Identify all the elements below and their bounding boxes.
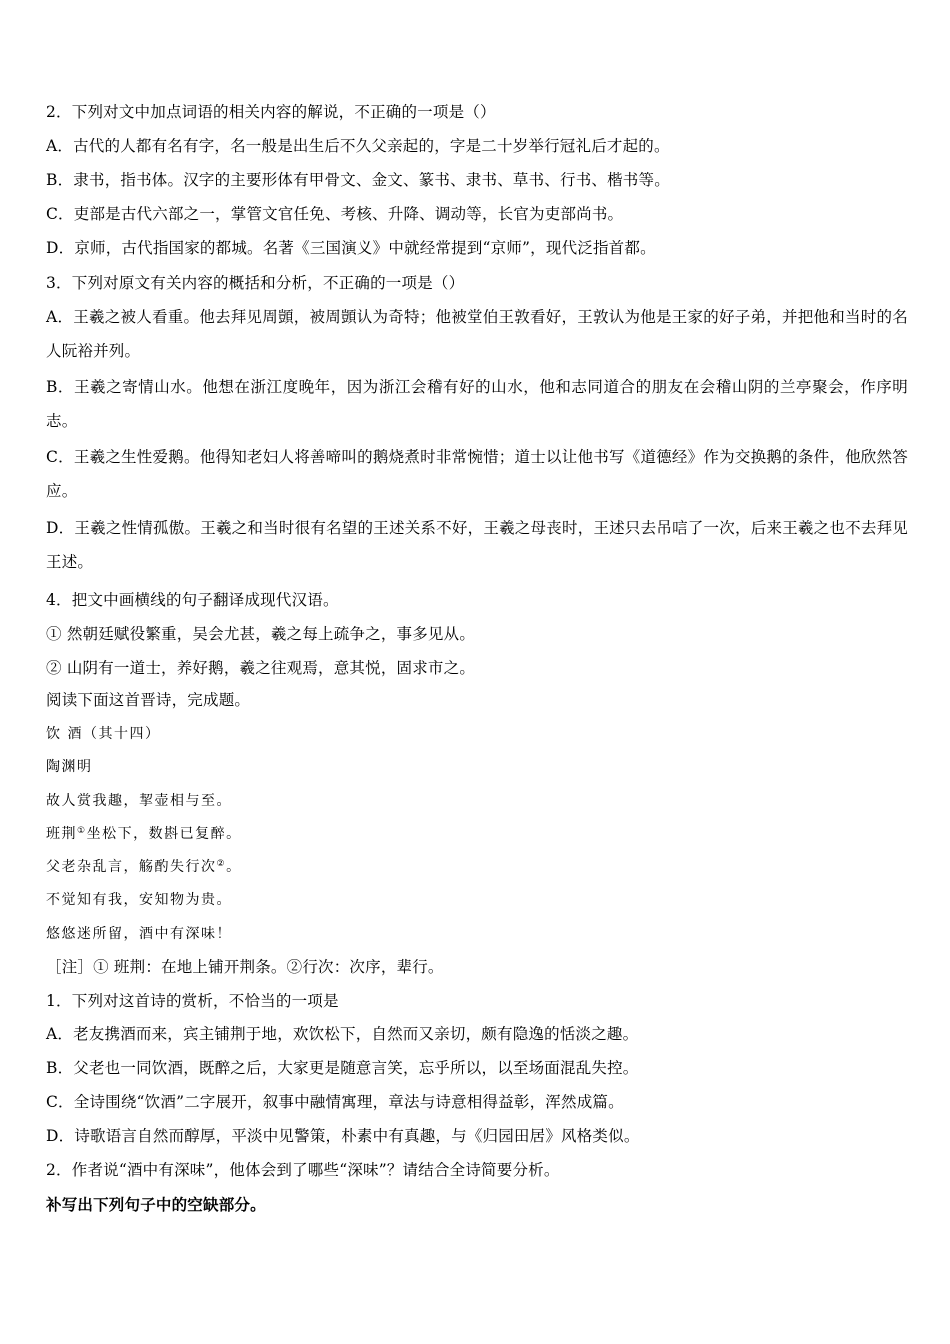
poem-line-3-part-a: 父老杂乱言，觞酌失行次 <box>46 859 217 875</box>
poem-author: 陶渊明 <box>46 759 93 775</box>
q3-option-d: D．王羲之性情孤傲。王羲之和当时很有名望的王述关系不好，王羲之母丧时，王述只去吊唁了一次，后来王羲之也不去拜见王述。 <box>46 519 908 571</box>
poem-line-3 <box>46 857 908 877</box>
q2-option-b: B．隶书，指书体。汉字的主要形体有甲骨文、金文、篆书、隶书、草书、行书、楷书等。 <box>46 171 670 189</box>
reading-intro: 阅读下面这首晋诗，完成题。 <box>46 691 251 709</box>
pq2-stem: 2．作者说“酒中有深味”，他体会到了哪些“深味”？请结合全诗简要分析。 <box>46 1161 560 1179</box>
poem-line-2-part-b: 坐松下，数斟已复醉。 <box>86 826 242 842</box>
poem-line-5: 悠悠迷所留，酒中有深味！ <box>46 926 232 942</box>
poem-line-2 <box>46 824 908 844</box>
q2-option-d: D．京师，古代指国家的都城。名著《三国演义》中就经常提到“京师”，现代泛指首都。 <box>46 239 656 257</box>
pq1-stem: 1．下列对这首诗的赏析，不恰当的一项是 <box>46 992 339 1010</box>
poem-line-4: 不觉知有我，安知物为贵。 <box>46 892 232 908</box>
q2-option-a: A．古代的人都有名有字，名一般是出生后不久父亲起的，字是二十岁举行冠礼后才起的。 <box>46 137 670 155</box>
q3-option-a: A．王羲之被人看重。他去拜见周顗，被周顗认为奇特；他被堂伯王敦看好，王敦认为他是王家的好子弟，并把他和当时的名人阮裕并列。 <box>46 308 908 360</box>
q3-option-b: B．王羲之寄情山水。他想在浙江度晚年，因为浙江会稽有好的山水，他和志同道合的朋友在会稽山阴的兰亭聚会，作序明志。 <box>46 378 908 430</box>
section-heading: 补写出下列句子中的空缺部分。 <box>46 1195 266 1214</box>
footnote-marker-2: ② <box>216 859 227 869</box>
q3-stem: 3．下列对原文有关内容的概括和分析，不正确的一项是（） <box>46 274 465 292</box>
q2-stem: 2．下列对文中加点词语的相关内容的解说，不正确的一项是（） <box>46 103 496 121</box>
poem-note: ［注］① 班荆：在地上铺开荆条。②行次：次序，辈行。 <box>46 958 444 976</box>
pq1-option-d: D．诗歌语言自然而醇厚，平淡中见警策，朴素中有真趣，与《归园田居》风格类似。 <box>46 1127 640 1145</box>
q2-option-c: C．吏部是古代六部之一，掌管文官任免、考核、升降、调动等，长官为吏部尚书。 <box>46 205 624 223</box>
poem-title: 饮 酒（其十四） <box>46 726 161 742</box>
q4-stem: 4．把文中画横线的句子翻译成现代汉语。 <box>46 591 339 609</box>
poem-line-2-part-a: 班荆 <box>46 826 77 842</box>
pq1-option-a: A．老友携酒而来，宾主铺荆于地，欢饮松下，自然而又亲切，颇有隐逸的恬淡之趣。 <box>46 1025 639 1043</box>
pq1-option-c: C．全诗围绕“饮酒”二字展开，叙事中融情寓理，章法与诗意相得益彰，浑然成篇。 <box>46 1093 624 1111</box>
pq1-option-b: B．父老也一同饮酒，既醉之后，大家更是随意言笑，忘乎所以，以至场面混乱失控。 <box>46 1059 639 1077</box>
footnote-marker-1: ① <box>77 826 87 836</box>
q4-sentence-2: ② 山阴有一道士，养好鹅，羲之往观焉，意其悦，固求市之。 <box>46 659 476 677</box>
poem-line-3-part-b: 。 <box>226 859 242 875</box>
q4-sentence-1: ① 然朝廷赋役繁重，吴会尤甚，羲之每上疏争之，事多见从。 <box>46 625 476 643</box>
q3-option-c: C．王羲之生性爱鹅。他得知老妇人将善啼叫的鹅烧煮时非常惋惜；道士以让他书写《道德经》作为交换鹅的条件，他欣然答应。 <box>46 448 908 500</box>
poem-line-1: 故人赏我趣，挈壶相与至。 <box>46 793 232 809</box>
